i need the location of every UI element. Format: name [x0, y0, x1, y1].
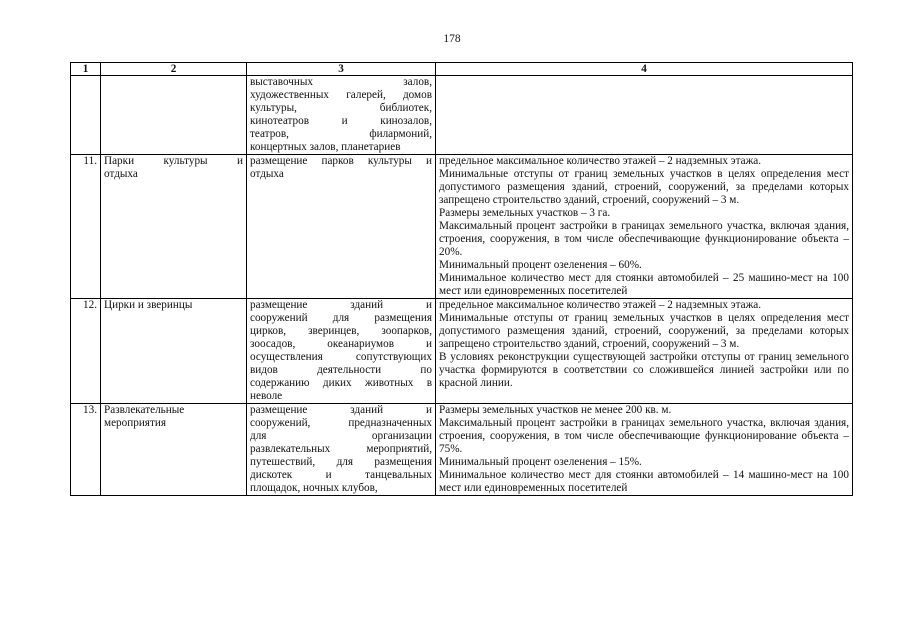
- use-type-description: [247, 299, 436, 404]
- header-col-1: 1: [71, 63, 101, 76]
- description-line: путешествий, для размещения: [250, 456, 432, 468]
- description-line: размещение парков культуры и: [250, 155, 432, 167]
- name-line: отдыха: [104, 168, 138, 180]
- row-number: 12.: [71, 299, 101, 404]
- description-line: зоосадов, океанариумов и: [250, 338, 432, 350]
- parameter-paragraph: Минимальное количество мест для стоянки автомобилей – 14 машино-мест на 100 мест или единовременных посетителей: [439, 469, 849, 494]
- description-line: концертных залов, планетариев: [250, 141, 401, 153]
- description-line: выставочных залов,: [250, 76, 432, 88]
- description-line: кинотеатров и кинозалов,: [250, 115, 432, 127]
- description-line: видов деятельности по: [250, 364, 432, 376]
- table-row: [71, 155, 853, 299]
- description-line: неволе: [250, 390, 283, 402]
- row-number: 11.: [71, 155, 101, 299]
- header-col-2: 2: [101, 63, 247, 76]
- description-line: дискотек и танцевальных: [250, 469, 432, 481]
- description-line: культуры, библиотек,: [250, 102, 432, 114]
- use-type-description: [247, 404, 436, 496]
- description-line: цирков, зверинцев, зоопарков,: [250, 325, 432, 337]
- header-col-3: 3: [247, 63, 436, 76]
- parameters-cell: [436, 76, 853, 155]
- description-line: осуществления сопутствующих: [250, 351, 432, 363]
- description-line: сооружений для размещения: [250, 312, 432, 324]
- parameter-paragraph: Размеры земельных участков не менее 200 кв. м.: [439, 404, 672, 416]
- description-line: отдыха: [250, 168, 284, 180]
- row-number: 13.: [71, 404, 101, 496]
- description-line: развлекательных мероприятий,: [250, 443, 432, 455]
- description-line: для организации: [250, 430, 432, 442]
- description-line: размещение зданий и: [250, 404, 432, 416]
- parameter-paragraph: Минимальные отступы от границ земельных участков в целях определения мест допустимого размещения зданий, строений, сооружений, за пределами которых запрещено строительство зданий, строений, сооружений – 3 м.: [439, 168, 849, 206]
- description-line: художественных галерей, домов: [250, 89, 432, 101]
- name-line: мероприятия: [104, 417, 166, 429]
- table-row: [71, 404, 853, 496]
- parameter-paragraph: Максимальный процент застройки в границах земельного участка, включая здания, строения, сооружения, в том числе обеспечивающие функционирование объекта – 20%.: [439, 220, 849, 258]
- page-number: 178: [443, 33, 461, 45]
- description-line: содержанию диких животных в: [250, 377, 432, 389]
- table-body: [71, 76, 853, 496]
- land-use-table: [70, 62, 853, 496]
- row-number: [71, 76, 101, 155]
- name-line: Парки культуры и: [104, 155, 243, 167]
- use-type-description: [247, 76, 436, 155]
- parameters-cell: [436, 299, 853, 404]
- parameter-paragraph: Минимальный процент озеленения – 60%.: [439, 259, 642, 271]
- parameters-cell: [436, 404, 853, 496]
- use-type-name: [101, 155, 247, 299]
- parameter-paragraph: предельное максимальное количество этажей – 2 надземных этажа.: [439, 155, 762, 167]
- table-header-row: [71, 63, 853, 76]
- name-line: Цирки и зверинцы: [104, 299, 193, 311]
- use-type-description: [247, 155, 436, 299]
- use-type-name: [101, 299, 247, 404]
- parameter-paragraph: Минимальное количество мест для стоянки автомобилей – 25 машино-мест на 100 мест или единовременных посетителей: [439, 272, 849, 297]
- header-col-4: 4: [436, 63, 853, 76]
- parameter-paragraph: Минимальный процент озеленения – 15%.: [439, 456, 642, 468]
- parameter-paragraph: Размеры земельных участков – 3 га.: [439, 207, 611, 219]
- description-line: площадок, ночных клубов,: [250, 482, 378, 494]
- use-type-name: [101, 404, 247, 496]
- use-type-name: [101, 76, 247, 155]
- parameter-paragraph: Минимальные отступы от границ земельных участков в целях определения мест допустимого размещения зданий, строений, сооружений, за пределами которых запрещено строительство зданий, строений, сооружений – 3 м.: [439, 312, 849, 350]
- parameter-paragraph: Максимальный процент застройки в границах земельного участка, включая здания, строения, сооружения, в том числе обеспечивающие функционирование объекта – 75%.: [439, 417, 849, 455]
- parameter-paragraph: В условиях реконструкции существующей застройки отступы от границ земельного участка формируются в соответствии со сложившейся линией застройки или по красной линии.: [439, 351, 849, 389]
- parameter-paragraph: предельное максимальное количество этажей – 2 надземных этажа.: [439, 299, 762, 311]
- description-line: театров, филармоний,: [250, 128, 432, 140]
- description-line: размещение зданий и: [250, 299, 432, 311]
- table-row: [71, 76, 853, 155]
- table-row: [71, 299, 853, 404]
- parameters-cell: [436, 155, 853, 299]
- description-line: сооружений, предназначенных: [250, 417, 432, 429]
- name-line: Развлекательные: [104, 404, 185, 416]
